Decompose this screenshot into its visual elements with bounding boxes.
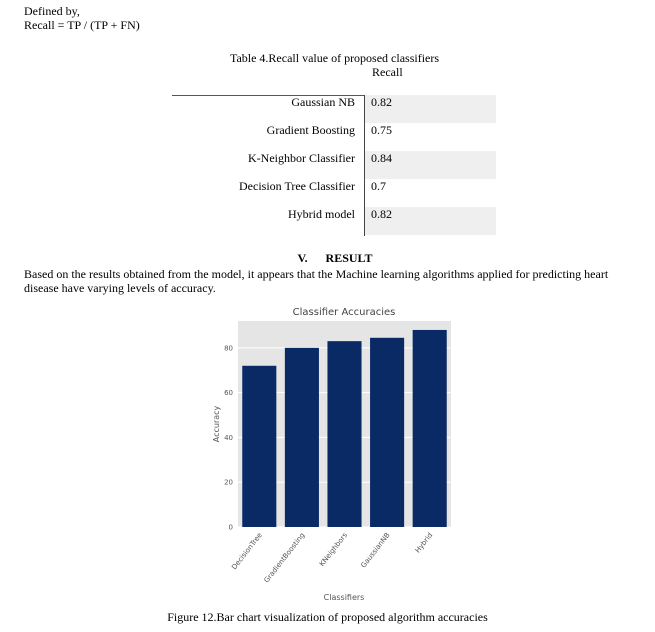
bar-gaussiannb — [370, 338, 404, 527]
table-row-value: 0.7 — [371, 179, 386, 193]
bar-gradientboosting — [285, 348, 319, 527]
section-title: RESULT — [325, 251, 373, 265]
table-row-value: 0.82 — [371, 207, 392, 221]
x-tick-label: GaussianNB — [359, 531, 392, 570]
x-tick-label: DecisionTree — [230, 531, 264, 572]
table-row-label: K-Neighbor Classifier — [248, 151, 355, 165]
x-tick-label: KNeighbors — [318, 531, 350, 568]
bar-hybrid — [413, 330, 447, 527]
y-tick-label: 20 — [224, 478, 233, 487]
table-row-value: 0.82 — [371, 95, 392, 109]
table-row-label: Gradient Boosting — [266, 123, 355, 137]
x-tick-label: Hybrid — [413, 531, 435, 555]
figure-caption: Figure 12.Bar chart visualization of proposed algorithm accuracies — [167, 610, 488, 624]
table-caption: Table 4.Recall value of proposed classifiers — [229, 51, 440, 65]
bar-kneighbors — [327, 341, 361, 527]
chart-title: Classifier Accuracies — [292, 307, 396, 318]
defined-by-text: Defined by, — [24, 4, 80, 18]
section-number: V. — [297, 251, 308, 265]
x-tick-label: GradientBoosting — [262, 531, 307, 585]
x-axis-label: Classifiers — [323, 593, 365, 602]
recall-formula: Recall = TP / (TP + FN) — [24, 18, 140, 32]
table-row-value: 0.75 — [371, 123, 392, 137]
table-row-label: Decision Tree Classifier — [239, 179, 355, 193]
y-tick-label: 60 — [224, 389, 233, 398]
y-tick-label: 0 — [228, 523, 233, 532]
bar-decisiontree — [242, 366, 276, 527]
table-row-value: 0.84 — [371, 151, 392, 165]
table-row-label: Hybrid model — [288, 207, 355, 221]
y-axis-label: Accuracy — [212, 405, 221, 443]
result-paragraph: Based on the results obtained from the model, it appears that the Machine learning algorithms applied for predicting heart disease have varying levels of accuracy. — [24, 267, 609, 295]
y-tick-label: 80 — [224, 344, 233, 353]
y-tick-label: 40 — [224, 433, 233, 442]
table-row-label: Gaussian NB — [291, 95, 355, 109]
table-column-header: Recall — [372, 65, 403, 79]
